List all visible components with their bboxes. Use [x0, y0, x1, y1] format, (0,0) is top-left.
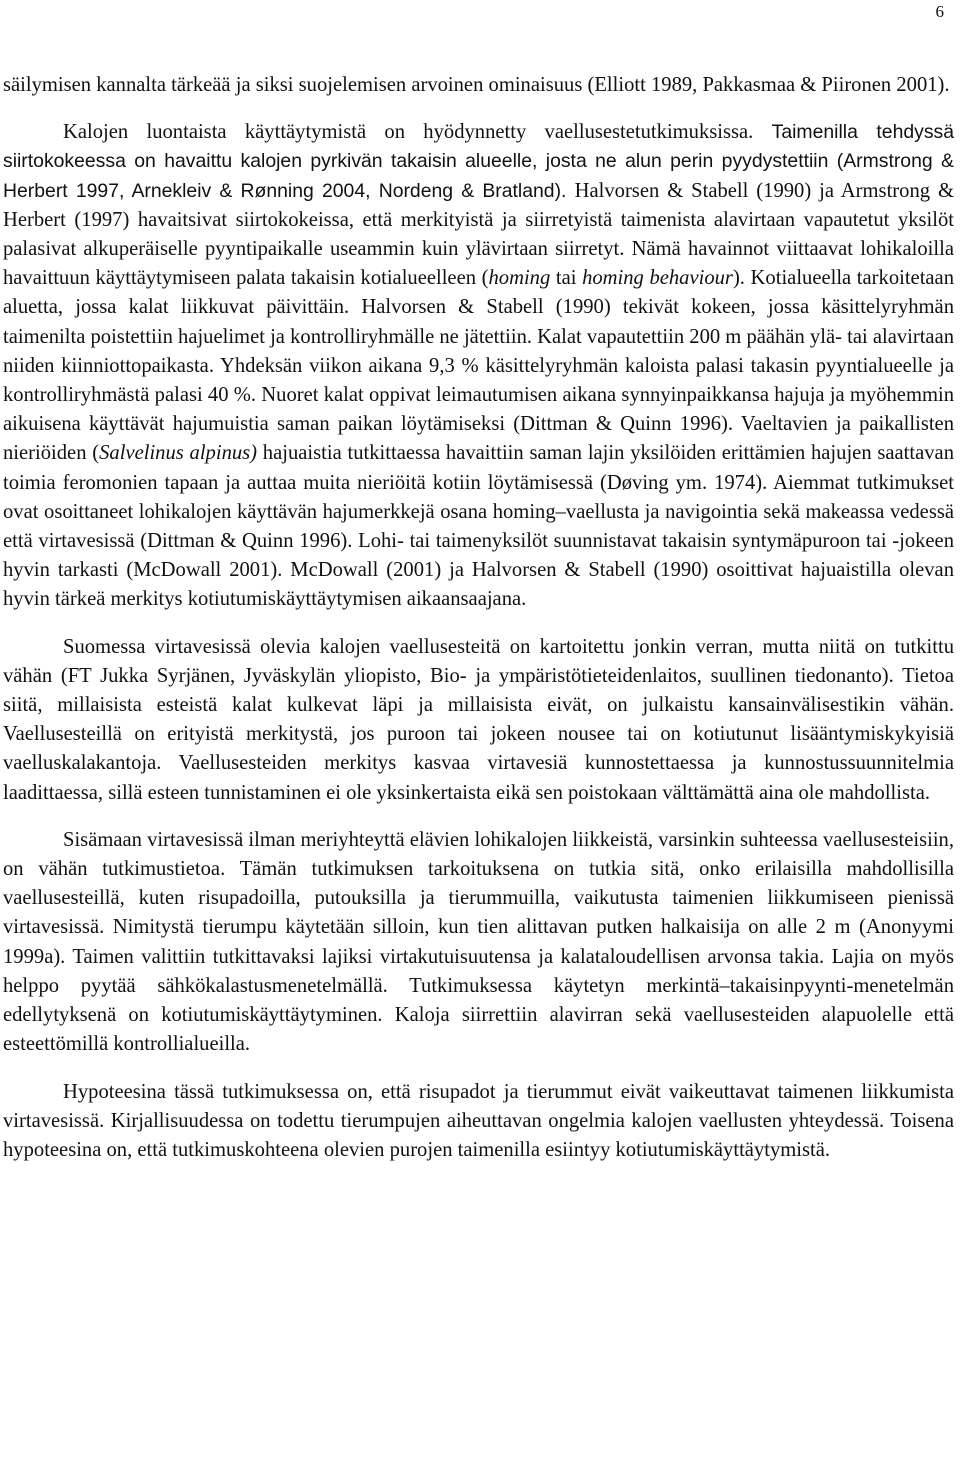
text-run: Halvorsen & Stabell (1990) ja Armstrong & Herbert (1997) havaitsivat siirtokokeissa, että merkityistä ja siirretyistä taimenista alavirtaan vapautetut yksilöt palasivat alkuperäiselle pyyntipaikalle useammin kuin ylävirtaan siirretyt. Nämä havainnot viittaavat lohikaloilla havaittuun käyttäytymiseen palata takaisin kotialueelleen (: [3, 179, 955, 290]
text-run: ). Kotialueella tarkoitetaan aluetta, jossa kalat liikkuvat päivittäin. Halvorsen & Stabell (1990) tekivät kokeen, jossa käsittelyryhmän taimenilta poistettiin hajuelimet ja kontrolliryhmälle ne jätettiin. Kalat vapautettiin 200 m päähän ylä- tai alavirtaan niiden kiinniottopaikasta. Yhdeksän viikon aikana 9,3 % käsittelyryhmän kaloista palasi takasin pyyntialueelle ja kontrolliryhmästä palasi 40 %. Nuoret kalat oppivat leimautumisen aikana synnyinpaikkansa hajuja ja myöhemmin aikuisena käyttävät hajumuistia saman paikan löytämiseksi (Dittman & Quinn 1996). Vaeltavien ja paikallisten nieriöiden (: [3, 267, 955, 465]
text-run: säilymisen kannalta tärkeää ja siksi suojelemisen arvoinen ominaisuus (Elliott 1989, Pakkasmaa & Piironen 2001).: [3, 74, 950, 96]
text-run: Suomessa virtavesissä olevia kalojen vaellusesteitä on kartoitettu jonkin verran, mutta niitä on tutkittu vähän (FT Jukka Syrjänen, Jyväskylän yliopisto, Bio- ja ympäristötieteidenlaitos, suullinen tiedonanto). Tietoa siitä, millaisista esteistä kalat kulkevat läpi ja millaisista eivät, on julkaistu kansainvälisestikin vähän. Vaellusesteillä on erityistä merkitystä, jos puroon tai jokeen nousee tai on kotiutunut lisääntymiskykyisiä vaelluskalakantoja. Vaellusesteiden merkitys kasvaa virtavesiä kunnostettaessa ja kunnostussuunnitelmia laadittaessa, sillä esteen tunnistaminen ei ole yksinkertaista eikä sen poistokaan välttämättä aina ole mahdollista.: [3, 635, 954, 804]
text-run: Hypoteesina tässä tutkimuksessa on, että risupadot ja tierummut eivät vaikeuttavat taimenen liikkumista virtavesissä. Kirjallisuudessa on todettu tierumpujen aiheuttavan ongelmia kalojen vaellusten yhteydessä. Toisena hypoteesina on, että tutkimuskohteena olevien purojen taimenilla esiintyy kotiutumiskäyttäytymistä.: [3, 1080, 954, 1161]
paragraph-4: [3, 826, 954, 1060]
text-run: hajuaistia tutkittaessa havaittiin saman lajin yksilöiden erittämien hajujen saattavan toimia feromonien tapaan ja auttaa muita nieriöitä kotiin löytämisessä (Døving ym. 1974). Aiemmat tutkimukset ovat osoittaneet lohikalojen käyttävän hajumerkkejä osana homing–vaellusta ja navigointia sekä makeassa vedessä että virtavesissä (Dittman & Quinn 1996). Lohi- tai taimenyksilöt suunnistavat takaisin syntymäpuroon tai -jokeen hyvin tarkasti (McDowall 2001). McDowall (2001) ja Halvorsen & Stabell (1990) osoittivat hajuaistilla olevan hyvin tärkeä merkitys kotiutumiskäyttäytymisen aikaansaajana.: [3, 442, 954, 611]
page-number: 6: [935, 2, 944, 21]
text-run: Taimenilla tehdyssä siirtokokeessa on havaittu kalojen pyrkivän takaisin alueelle, josta ne alun perin pyydystettiin (Armstrong & Herbert 1997, Arnekleiv & Rønning 2004, Nordeng & Bratland).: [3, 121, 955, 202]
text-run: Kalojen luontaista käyttäytymistä on hyödynnetty vaellusestetutkimuksissa.: [63, 121, 772, 144]
text-run: tai: [550, 267, 583, 290]
italic-text-run: Salvelinus alpinus): [99, 442, 258, 465]
text-run: Sisämaan virtavesissä ilman meriyhteyttä elävien lohikalojen liikkeistä, varsinkin suhteessa vaellusesteisiin, on vähän tutkimustietoa. Tämän tutkimuksen tarkoituksena on tutkia sitä, onko erilaisilla mahdollisilla vaellusesteillä, kuten risupadoilla, putouksilla ja tierummuilla, vaikutusta taimenien liikkumiseen pienissä virtavesissä. Nimitystä tierumpu käytetään silloin, kun tien alittavan putken halkaisija on alle 2 m (Anonyymi 1999a). Taimen valittiin tutkittavaksi lajiksi virtakutuisuutensa ja kalataloudellisen arvonsa takia. Lajia on myös helppo pyytää sähkökalastusmenetelmällä. Tutkimuksessa käytetyn merkintä–takaisinpyynti-menetelmän edellytyksenä on kotiutumiskäyttäytyminen. Kaloja siirrettiin alavirran sekä vaellusesteiden alapuolelle että esteettömillä kontrollialueilla.: [3, 828, 954, 1056]
italic-text-run: homing: [488, 267, 551, 290]
paragraph-1: [3, 71, 954, 100]
italic-text-run: homing behaviour: [582, 267, 733, 290]
paragraph-2: [3, 118, 954, 614]
paragraph-5: [3, 1078, 954, 1166]
paragraph-3: [3, 633, 954, 808]
body-text: [3, 71, 954, 1183]
